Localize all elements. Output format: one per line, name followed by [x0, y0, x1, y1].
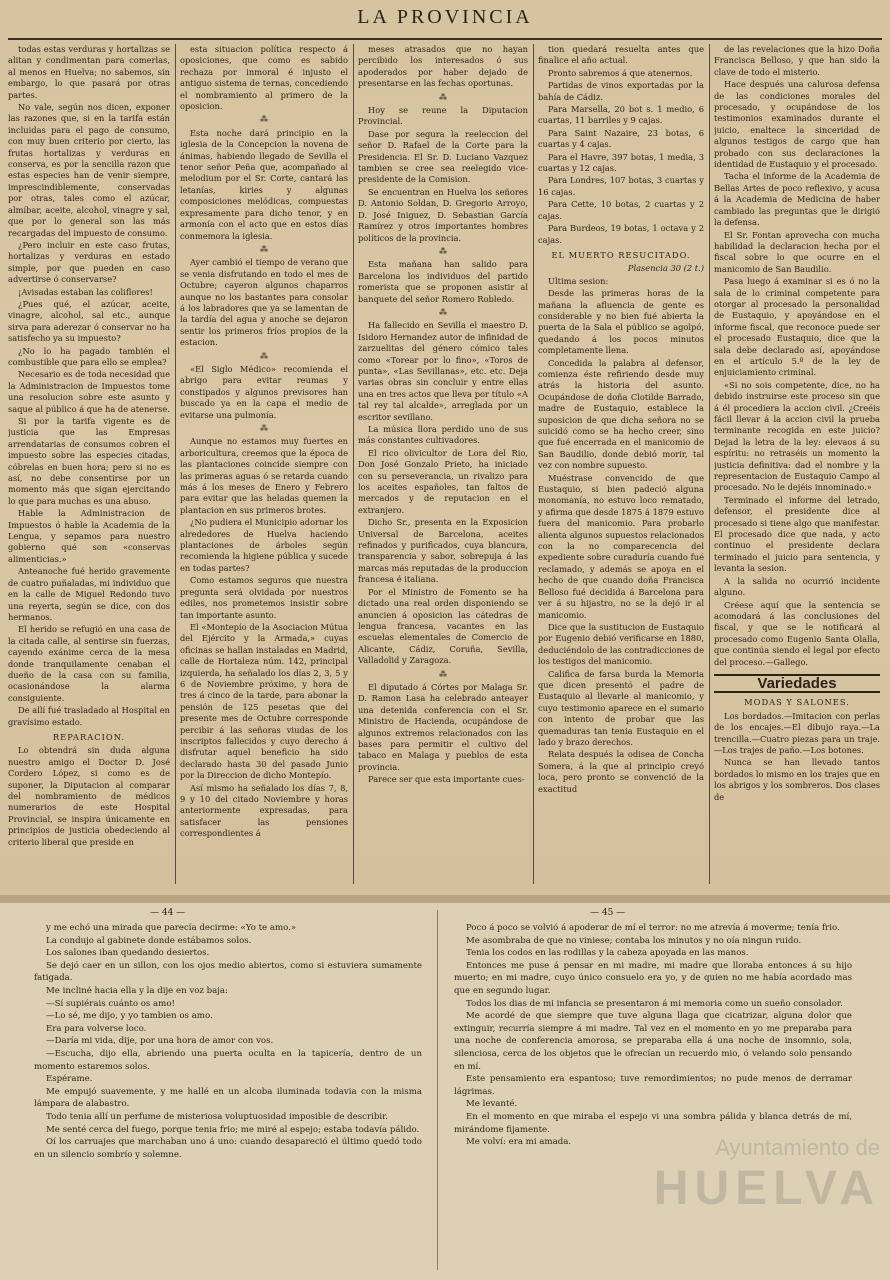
article-dateline: Plasencia 30 (2 t.)	[627, 263, 704, 274]
booklet-paragraph: —Escucha, dijo ella, abriendo una puerta oculta en la tapicería, dentro de un momento estaremos solos.	[34, 1048, 422, 1072]
section-separator: ⁂	[439, 669, 447, 679]
section-separator: ⁂	[260, 244, 268, 254]
booklet-paragraph: Tenia los codos en las rodillas y la cabeza apoyada en las manos.	[466, 948, 749, 959]
paragraph: Aunque no estamos muy fuertes en arboricultura, creemos que la época de las plantaciones coincide siempre con las primeras aguas ó se retarda cuando más á los meses de Enero y Febrero para evitar que las heladas quemen la plantacion en sus primeros brotes.	[180, 436, 348, 515]
booklet-paragraph: En el momento en que miraba el espejo vi una sombra pálida y blanca detrás de mí, mirándome fijamente.	[454, 1111, 852, 1135]
page-number-left: — 44 —	[150, 908, 186, 918]
paragraph: Concedida la palabra al defensor, comienza éste refiriendo desde muy atrás la historia del asunto. Ocupándose de doña Clotilde Barrado, madre de Eustaquio, establece la suposicion de que dicha señora no se suicidó como se ha hecho creer, sino que fué encerrada en el manicomio de San Baudilio, donde debió morir, tal vez con nombre supuesto.	[538, 357, 704, 471]
paragraph: El herido se refugió en una casa de la citada calle, al sentirse sin fuerzas, cayendo exánime cerca de la mesa donde tranquilamente cenaban el dueño de la casa con su familia, ocasionándose la alarma consiguiente.	[8, 624, 170, 703]
paragraph: El «Montepío de la Asociacion Mútua del Ejército y la Armada,» cuyas oficinas se hallan instaladas en Madrid, calle de Hortaleza núm. 142, principal izquierda, ha señalado los días 2, 3, 5 y 6 de Noviembre próximo, y hora de tres á cinco de la tarde, para abonar la pensión de 125 pesetas que del presente mes de Octubre corresponde percibir á las señoras viudas de los inscriptos fallecidos y cuyo derecho á disfrutar aquel beneficio ha sido declarado hasta 30 del pasado Junio por la Direccion de dicho Montepío.	[180, 621, 348, 781]
paragraph: todas estas verduras y hortalizas se alitan y condimentan para comerlas, al menos en Huelva; no sabemos, sin embargo, lo que pasará por otras partes.	[8, 44, 170, 100]
section-separator: ⁂	[439, 246, 447, 256]
paragraph: Dase por segura la reeleccion del señor D. Rafael de la Corte para la Presidencia. El Sr. D. Luciano Vazquez tambien se cree sea reelegido vice-presidente de la Comision.	[358, 128, 528, 185]
paragraph: No vale, según nos dicen, exponer las razones que, si en la tarifa están incluidas para el pago de consumo, con muy buen criterio por cierto, las frutas hortalizas y verduras en conserva, es por la sencilla razon que estas especies han de venir siempre, imprescindiblemente, conservadas por otras, tales como el azúcar, almíbar, aceite, alcohol, vinagre y sal, que por lo general son las más recargadas del impuesto de consumo.	[8, 102, 170, 238]
booklet-paragraph: Entonces me puse á pensar en mi madre, mi madre que lloraba entonces á su hijo muerto; en mi madre, cuyo único consuelo era yo, y de quien no me había acordado mas que en segundo lugar.	[454, 960, 852, 996]
paragraph: Pronto sabremos á que atenernos.	[548, 67, 693, 78]
paragraph: Necesario es de toda necesidad que la Administracion de Impuestos tome una resolucion sobre este asunto y saque al público á que ha de atenerse.	[8, 369, 170, 414]
booklet-paragraph: Los salones iban quedando desiertos.	[46, 948, 210, 959]
paragraph: Partidas de vinos exportadas por la bahía de Cádiz.	[538, 80, 704, 102]
paragraph: ¡Avisadas estaban las coliflores!	[18, 286, 153, 297]
paragraph: Nunca se han llevado tantos bordados lo mismo en los trajes que en los abrigos y los sombreros. Dos clases de	[714, 757, 880, 802]
paragraph: Esta noche dará principio en la iglesia de la Concepcion la novena de ánimas, habiendo llegado de Sevilla el tenor señor Peña que, acompañado al melodium por el Sr. Corte, cantará las letanías, kiries y algunas composiciones melódicas, compuestas expresamente para dicho tenor, y en armonía con el acto que en estos días conmemora la iglesia.	[180, 127, 348, 241]
booklet-paragraph: Me acordé de que siempre que tuve alguna llaga que cicatrizar, alguna dolor que extinguir, recurría siempre á mi madre. Tal vez en el momento en yo me preparaba para una noche de conferencia amorosa, se preparaba ella á una noche de insomnio, sola, silenciosa, cerca de los objetos que le ofrecían un recuerdo mio, ó velando solo pensando en mí.	[454, 1011, 852, 1072]
paragraph: Si por la tarifa vigente es de justicia que las Empresas arrendatarias de consumos cobren el impuesto sobre las especies citadas, cóbrelas en buen hora; pero si no es así, no debe consentirse por un momento más que sigan ejercitando lo que para muchas es una abuso.	[8, 416, 170, 506]
booklet-paragraph: Me asombraba de que no viniese; contaba los minutos y no oía ningun ruido.	[466, 935, 802, 946]
booklet-paragraph: Me incliné hacia ella y la dije en voz baja:	[46, 985, 228, 996]
paragraph: Hace después una calurosa defensa de las condiciones morales del procesado, y ocupándose de los testimonios examinados durante el juicio, enaltece la sinceridad de algunos testigos de cargo que han probado con sus declaraciones la identidad de Eustaquio y el procesado.	[714, 79, 880, 170]
booklet-paragraph: Todo tenia allí un perfume de misteriosa voluptuosidad imposible de describir.	[46, 1111, 388, 1122]
booklet-paragraph: y me echó una mirada que parecía decirme: «Yo te amo.»	[46, 923, 297, 933]
booklet-paragraph: Era para volverse loco.	[46, 1023, 147, 1034]
column-5	[714, 44, 880, 884]
page-fold	[0, 895, 890, 903]
watermark-line-1: Ayuntamiento de	[715, 1135, 880, 1160]
section-separator: ⁂	[439, 92, 447, 102]
paragraph: Créese aquí que la sentencia se acomodará á las conclusiones del fiscal, y que se le notificará al procesado como Eugenio Santa Olalla, que continúa siendo el legal por efecto del proceso.—Gallego.	[714, 599, 880, 667]
paragraph: Pasa luego á examinar si es ó no la sala de lo criminal competente para otorgar al procesado la personalidad de Eustaquio, y apoyándose en el informe fiscal, que reconoce puede ser el procesado Eustaquio, dice que la sala debe declarado así, apoyándose en el artículo 5.º de la ley de enjuiciamiento criminal.	[714, 276, 880, 378]
booklet-left-column	[34, 922, 422, 1272]
paragraph: tion quedará resuelta antes que finalice el año actual.	[538, 44, 704, 66]
booklet-paragraph: Oí los carruajes que marchaban uno á uno: cuando desapareció el último quedó todo en un silencio sombrío y solemne.	[34, 1137, 422, 1160]
paragraph: Como estamos seguros que nuestra pregunta será olvidada por nuestros ediles, nos prometemos insistir sobre tan importante asunto.	[180, 575, 348, 620]
column-4	[538, 44, 704, 884]
booklet-paragraph: Todos los dias de mi infancia se presentaron á mi memoria como un sueño consolador.	[466, 998, 843, 1009]
column-divider	[353, 44, 354, 884]
column-3	[358, 44, 528, 884]
paragraph: Para Londres, 107 botas, 3 cuartas y 16 cajas.	[538, 175, 704, 197]
booklet-gutter	[437, 910, 438, 1270]
section-separator: ⁂	[439, 307, 447, 317]
booklet-paragraph: Espérame.	[46, 1074, 93, 1085]
paragraph: Lo obtendrá sin duda alguna nuestro amigo el Doctor D. José Cordero López, si como es de suponer, la Diputacion al comparar del nombramiento de médicos numerarios de este Hospital Provincial, se inspira únicamente en principios de justicia obedeciendo al criterio liberal que preside en	[8, 745, 170, 847]
booklet-paragraph: Me empujó suavemente, y me hallé en un alcoba iluminada todavia con la misma lámpara de alabastro.	[34, 1086, 422, 1110]
paragraph: ¿No pudiera el Municipio adornar los alrededores de Huelva haciendo plantaciones de árboles según recomienda la higiene pública y sucede en todas partes?	[180, 517, 348, 573]
paragraph: Para el Havre, 397 botas, 1 media, 3 cuartas y 12 cajas.	[538, 151, 704, 174]
paragraph: A la salida no ocurrió incidente alguno.	[714, 575, 880, 598]
paragraph: Muéstrase convencido de que Eustaquio, si bien padeció alguna monomanía, no estuvo loco rematado, y afirma que desde 1875 á 1879 estuvo fuera del manicomio. Para probarlo alienta algunos supuestos relacionados con la no comparecencia del expediente sobre curaduría cuando fué reclamado, y además se apoya en el hecho de que cuando doña Francisca Belloso fué decidida á Barcelona para ver á su hijastro, no se la dejó ir al manicomio.	[538, 472, 704, 620]
booklet-paragraph: —Lo sé, me dijo, y yo tambien os amo.	[46, 1011, 213, 1022]
section-separator: ⁂	[260, 424, 268, 433]
section-header-variedades: Variedades	[714, 674, 880, 693]
paragraph: El rico olivicultor de Lora del Rio, Don José Gonzalo Prieto, ha iniciado con su perseverancia, un rivalizo para los aceites españoles, tan faltos de mercados y de reputacion en el extranjero.	[358, 447, 528, 515]
paragraph: Los bordados.—Imitacion con perlas de los encajes.—El dibujo raya.—La trencilla.—Cuatro piezas para un traje.—Los trajes de paño.—Los botones.	[714, 710, 880, 755]
paragraph: esta situacion política respecto á oposiciones, que como es sabido rechaza por inmoral é injusto el antiguo sistema de ternas, concediendo el nombramiento al primero de la oposicion.	[180, 44, 348, 112]
paragraph: ¿Pero incluir en este caso frutas, hortalizas y verduras en estado simple, por que pueden en caso advertirse ó conservarse?	[8, 239, 170, 285]
paragraph: ¿Pues qué, el azúcar, aceite, vinagre, alcohol, sal etc., aunque sirva para aderezar ó conservar no ha satisfecho ya su impuesto?	[8, 298, 170, 344]
booklet-right-column	[454, 922, 852, 1272]
paragraph: Así mismo ha señalado los días 7, 8, 9 y 10 del citado Noviembre y horas anteriormente expresadas, para satisfacer las pensiones correspondientes á	[180, 782, 348, 839]
paragraph: meses atrasados que no hayan percibido los interesados ó sus apoderados por haber dejado de presentarse en las fechas oportunas.	[358, 44, 528, 89]
paragraph: Esta mañana han salido para Barcelona los individuos del partido romerista que se proponen asistir al banquete del señor Romero Robledo.	[358, 259, 528, 304]
paragraph: ¿No lo ha pagado también el combustible que para ello se emplea?	[8, 345, 170, 367]
archive-watermark	[560, 1135, 880, 1216]
booklet-paragraph: Me levanté.	[466, 1099, 518, 1110]
paragraph: Tacha el informe de la Academia de Bellas Artes de poco reflexivo, y acusa á la Academia de Medicina de haber cambiado las preguntas que le dirigió la defensa.	[714, 171, 880, 228]
masthead-rule	[8, 38, 882, 40]
paragraph: «El Siglo Médico» recomienda el abrigo para evitar reumas y constipados y algunos previsores han buscado ya en la capa el medio de evitarse una pulmonía.	[180, 363, 348, 420]
booklet-paragraph: La condujo al gabinete donde estábamos solos.	[46, 935, 252, 946]
paragraph: Califica de farsa burda la Memoria que dicen presentó el padre de Eustaquio al llevarle al manicomio, y cuyo testimonio aparece en el sumario con intento de probar que las quemaduras tan tenia Eustaquio en el lado y brazo derechos.	[538, 668, 704, 747]
paragraph: El Sr. Fontan aprovecha con mucha habilidad la declaracion hecha por el fiscal sobre lo que ocurre en el manicomio de San Baudilio.	[714, 229, 880, 274]
paragraph: Relata después la odisea de Concha Somera, á la que al principio creyó loca, pero pronto se convenció de la exactitud	[538, 749, 704, 794]
article-subheading: MODAS Y SALONES.	[744, 697, 850, 708]
booklet-paragraph: Se dejó caer en un sillon, con los ojos medio abiertos, como si estuviera sumamente fatigada.	[34, 960, 422, 984]
paragraph: Para Burdeos, 19 botas, 1 octava y 2 cajas.	[538, 223, 704, 245]
booklet-paragraph: Me senté cerca del fuego, porque tenia frio; me miré al espejo; estaba todavía pálido.	[46, 1124, 420, 1135]
paragraph: La música llora perdido uno de sus más constantes cultivadores.	[358, 424, 528, 446]
paragraph: Parece ser que esta importante cues-	[368, 774, 525, 785]
paragraph: Ayer cambió el tiempo de verano que se venia disfrutando en todo el mes de Octubre; cayeron algunos chaparros aunque no los bastantes para consolar á los labradores que ya se lamentan de la tardía del agua y anoche se dejaron sentir los primeros fríos propios de la estacion.	[180, 257, 348, 348]
paragraph: Anteanoche fué herido gravemente de cuatro puñaladas, mi individuo que en la calle de Miguel Redondo tuvo una reyerta, según se dice, con dos hermanos.	[8, 566, 170, 622]
paragraph: Hoy se reune la Diputacion Provincial.	[358, 105, 528, 127]
booklet-paragraph: Me volví: era mi amada.	[466, 1137, 572, 1148]
paragraph: Hable la Administracion de Impuestos ó hable la Academia de la Lengua, y sepamos para nuestro gobierno qué son «conservas alimenticias.»	[8, 508, 170, 564]
paragraph: Desde las primeras horas de la mañana la afluencia de gente es considerable y no bien fué abierta la puerta de la Sala el público se agolpó, quedando á los pocos minutos completamente llena.	[538, 288, 704, 356]
booklet-paragraph: —Sí supiérais cuánto os amo!	[46, 998, 175, 1009]
paragraph: «Si no sois competente, dice, no ha debido instruirse este proceso sin que á él procediera la accion civil. ¿Creéis fácil llevar á la accion civil la prueba terminante recogida en este juicio? Dejad la letra de la ley: elevaos á su espíritu: no retraséis un momento la justicia definitiva: dad el nombre y la representacion de Eustaquio Campo al procesado. No le dejéis innominado.»	[714, 379, 880, 493]
paragraph: Terminado el informe del letrado, defensor, el presidente dice al procesado si tiene algo que manifestar. El procesado dice que nada, y acto continuo el presidente declara terminado el juicio para sentencia, y levanta la sesion.	[714, 494, 880, 574]
article-subheading: REPARACION.	[52, 731, 126, 742]
paragraph: El diputado á Córtes por Malaga Sr. D. Ramon Lasa ha celebrado anteayer una detenida conferencia con el Sr. Ministro de Hacienda, ocupándose de algunos extremos relacionados con las bases para permitir el cultivo del tabaco en Malaga y pueblos de esta provincia.	[358, 681, 528, 772]
paragraph: Ultima sesion:	[548, 275, 609, 286]
column-1	[8, 44, 170, 884]
column-divider	[175, 44, 176, 884]
booklet-paragraph: —Daría mi vida, dije, por una hora de amor con vos.	[46, 1036, 274, 1047]
paragraph: Se encuentran en Huelva los señores D. Antonio Soldan, D. Gregorio Arroyo, D. José Iniguez, D. Sebastian García Ramírez y otros importantes hombres políticos de la provincia.	[358, 186, 528, 243]
paragraph: De allí fué trasladado al Hospital en gravísimo estado.	[8, 705, 170, 727]
page-number-right: — 45 —	[590, 908, 626, 918]
paragraph: Para Saint Nazaire, 23 botas, 6 cuartas y 4 cajas.	[538, 127, 704, 150]
paragraph: Ha fallecido en Sevilla el maestro D. Isidoro Hernandez autor de infinidad de zarzuelitas del género cómico tales como «Torear por lo fino», «Toros de punta», «Las Sevillanas», etc. etc. Deja varias obras sin concluir y entre ellas una en tres actos que lleva por título «A tal rey tal alcalde», arreglada por un escritor sevillano.	[358, 320, 528, 422]
section-separator: ⁂	[260, 115, 268, 125]
masthead: LA PROVINCIA	[357, 6, 533, 28]
paragraph: Por el Ministro de Fomento se ha dictado una real orden disponiendo se anuncien á oposicion las cátedras de lengua francesa, vacantes en las escuelas elementales de Comercio de Alicante, Cádiz, Coruña, Sevilla, Valladolid y Zaragoza.	[358, 586, 528, 666]
booklet-paragraph: Poco á poco se volvió á apoderar de mí el terror: no me atrevía á moverme; tenía frio.	[466, 923, 840, 933]
booklet-paragraph: Este pensamiento era espantoso; tuve remordimientos; no pude menos de derramar lágrimas.	[454, 1074, 852, 1097]
watermark-line-2: HUELVA	[653, 1162, 880, 1215]
section-separator: ⁂	[260, 351, 268, 361]
paragraph: Para Marsella, 20 bot s. 1 medio, 6 cuartas, 11 barriles y 9 cajas.	[538, 104, 704, 126]
paragraph: Dicho Sr., presenta en la Exposicion Universal de Barcelona, aceites refinados y purificados, cuya blancura, transparencia y sabor, sobrepuja á las marcas más reputadas de la produccion francesa é italiana.	[358, 517, 528, 585]
column-divider	[533, 44, 534, 884]
paragraph: de las revelaciones que la hizo Doña Francisca Belloso, y que han sido la clave de todo el misterio.	[714, 44, 880, 77]
column-2	[180, 44, 348, 884]
paragraph: Para Cette, 10 botas, 2 cuartas y 2 cajas.	[538, 199, 704, 221]
article-subheading: EL MUERTO RESUCITADO.	[551, 249, 691, 260]
column-divider	[709, 44, 710, 884]
paragraph: Dice que la sustitucion de Eustaquio por Eugenio debió verificarse en 1880, deduciéndolo de las contradicciones de los testigos del manicomio.	[538, 621, 704, 667]
